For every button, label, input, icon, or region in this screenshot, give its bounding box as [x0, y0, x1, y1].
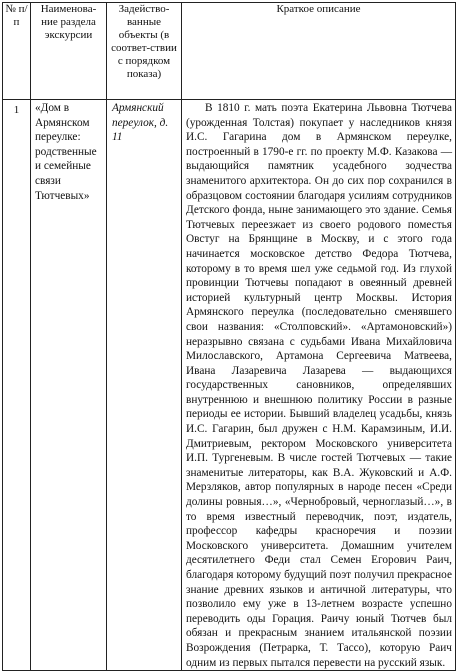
header-cell-section [31, 3, 107, 100]
row-section-title: «Дом в Армянском переулке: родственные и семейные связи Тютчевых» [35, 102, 97, 202]
header-objects-label: Задейство-ванные объекты (в соответ-ствии с порядком показа) [111, 3, 177, 80]
row-description-text: В 1810 г. мать поэта Екатерина Львовна Тютчева (урожденная Толстая) покупает у наследников князя И.С. Гагарина дом в Армянском переулке, построенный в 1790-е гг. по проекту М.Ф. Казакова — выдающийся памятник усадебного зодчества знаменитого архитектора. Он до сих пор сохранился в образцовом состоянии благодаря усилиям сотрудников Детского фонда, ныне занимающего это здание. Семья Тютчевых переезжает из своего родового поместья Овстуг на Брянщине в Москву, и с этого года начинается московское детство Федора Тютчева, которому в то время шел уже седьмой год. Из глухой провинции Тютчевы попадают в овеянный древней историей культурный центр Москвы. История Армянского переулка (последовательно сменявшего свои названия: «Столповский». «Артамоновский») неразрывно связана с судьбами Ивана Михайловича Милославского, Артамона Сергеевича Матвеева, Ивана Лазаревича Лазарева — выдающихся государственных сановников, определявших внутреннюю и внешнюю политику России в разные периоды ее истории. Бывший владелец усадьбы, князь И.С. Гагарин, был дружен с Н.М. Карамзиным, И.И. Дмитриевым, ректором Московского университета И.П. Тургеневым. В числе гостей Тютчевых — такие знаменитые литераторы, как В.А. Жуковский и А.Ф. Мерзляков, автор популярных в народе песен «Среди долины ровныя…», «Чернобровый, черноглазый…», в то время известный переводчик, поэт, издатель, профессор кафедры красноречия и поэзии Московского университета. Домашним учителем десятилетнего Феди стал Семен Егорович Раич, благодаря которому будущий поэт получил прекрасное знание древних языков и античной литературы, что позволило ему уже в 13-летнем возрасте успешно переводить оды Горация. Раичу юный Тютчев был обязан и прекрасным знанием итальянской поэзии Возрождения (Петрарка, Т. Тассо), которую Раич одним из первых пытался перевести на русский язык. [186, 102, 452, 669]
row-objects-cell [107, 100, 182, 671]
row-description-cell [182, 100, 456, 671]
table-row [3, 100, 456, 671]
row-section-cell [31, 100, 107, 671]
header-cell-objects [107, 3, 182, 100]
excursion-table [2, 2, 456, 671]
row-number: 1 [13, 104, 20, 116]
header-section-label: Наименова-ние раздела экскурсии [40, 3, 97, 41]
header-cell-description [182, 3, 456, 100]
header-description-label: Краткое описание [276, 3, 361, 15]
header-cell-number [3, 3, 31, 100]
header-number-label: № п/п [5, 3, 28, 28]
row-objects-text: Армянский переулок, д. 11 [112, 102, 169, 144]
table-header-row [3, 3, 456, 100]
row-number-cell [3, 100, 31, 671]
